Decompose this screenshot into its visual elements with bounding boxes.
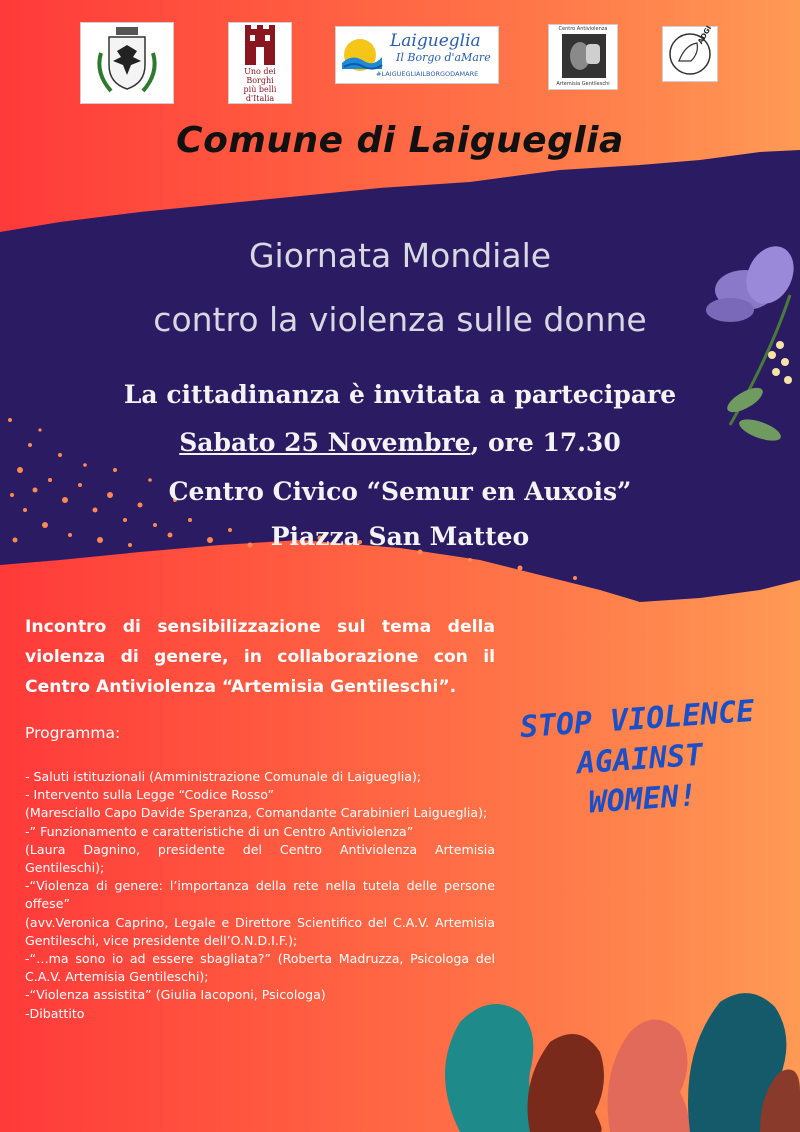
laigueglia-logo-sub: Il Borgo d'aMare: [396, 51, 491, 64]
laigueglia-logo-hashtag: #LAIGUEGLIAILBORGODAMARE: [376, 70, 479, 78]
programma-item: (avv.Veronica Caprino, Legale e Direttore Scientifico del C.A.V. Artemisia Gentileschi, vice presidente dell’O.N.D.I.F.);: [25, 914, 495, 948]
slogan-line-1: STOP VIOLENCE: [518, 693, 756, 746]
programma-item: - Saluti istituzionali (Amministrazione Comunale di Laigueglia);: [25, 769, 422, 784]
event-title-line-2: contro la violenza sulle donne: [153, 300, 647, 339]
intro-paragraph: Incontro di sensibilizzazione sul tema della violenza di genere, in collaborazione con il Centro Antiviolenza “Artemisia Gentileschi”.: [25, 617, 495, 697]
event-title-line-1: Giornata Mondiale: [248, 236, 552, 275]
slogan-line-2: AGAINST: [575, 737, 705, 782]
venue-line: Centro Civico “Semur en Auxois”: [168, 477, 632, 506]
programma-item: -Dibattito: [25, 1005, 85, 1021]
event-date: Sabato 25 Novembre: [179, 428, 471, 457]
invite-line: La cittadinanza è invitata a partecipare: [123, 380, 677, 409]
programma-title: Programma:: [25, 724, 121, 742]
artemisia-top-text: Centro Antiviolenza: [558, 26, 608, 32]
borghi-line-4: d'Italia: [245, 94, 275, 103]
event-time: , ore 17.30: [470, 428, 621, 457]
programma-item: (Maresciallo Capo Davide Speranza, Comandante Carabinieri Laigueglia);: [25, 805, 488, 821]
comune-title: Comune di Laigueglia: [176, 120, 624, 161]
borghi-line-2: Borghi: [246, 76, 274, 85]
slogan-line-3: WOMEN!: [587, 778, 699, 821]
stop-violence-slogan: [501, 691, 779, 830]
programma-item: -“Violenza di genere: l’importanza della rete nella tutela delle persone offese”: [25, 878, 495, 912]
programma-item: - Intervento sulla Legge “Codice Rosso”: [25, 787, 275, 803]
square-line: Piazza San Matteo: [270, 522, 530, 551]
date-line: [0, 428, 800, 457]
women-silhouettes: [400, 962, 800, 1132]
laigueglia-logo-name: Laigueglia: [390, 31, 481, 51]
programma-item: -“…ma sono io ad essere sbagliata?” (Roberta Madruzza, Psicologa del C.A.V. Artemisia Gentileschi);: [25, 951, 495, 985]
artemisia-bottom-text: Artemisia Gentileschi: [556, 81, 610, 87]
borghi-line-1: Uno dei: [244, 67, 276, 76]
adgi-text: ADGI: [696, 24, 714, 46]
programma-item: (Laura Dagnino, presidente del Centro Antiviolenza Artemisia Gentileschi);: [25, 841, 495, 876]
programma-item: -“Violenza assistita” (Giulia Iacoponi, Psicologa): [25, 987, 326, 1003]
programma-item: -” Funzionamento e caratteristiche di un Centro Antiviolenza”: [25, 823, 414, 839]
borghi-line-3: più belli: [243, 85, 277, 94]
